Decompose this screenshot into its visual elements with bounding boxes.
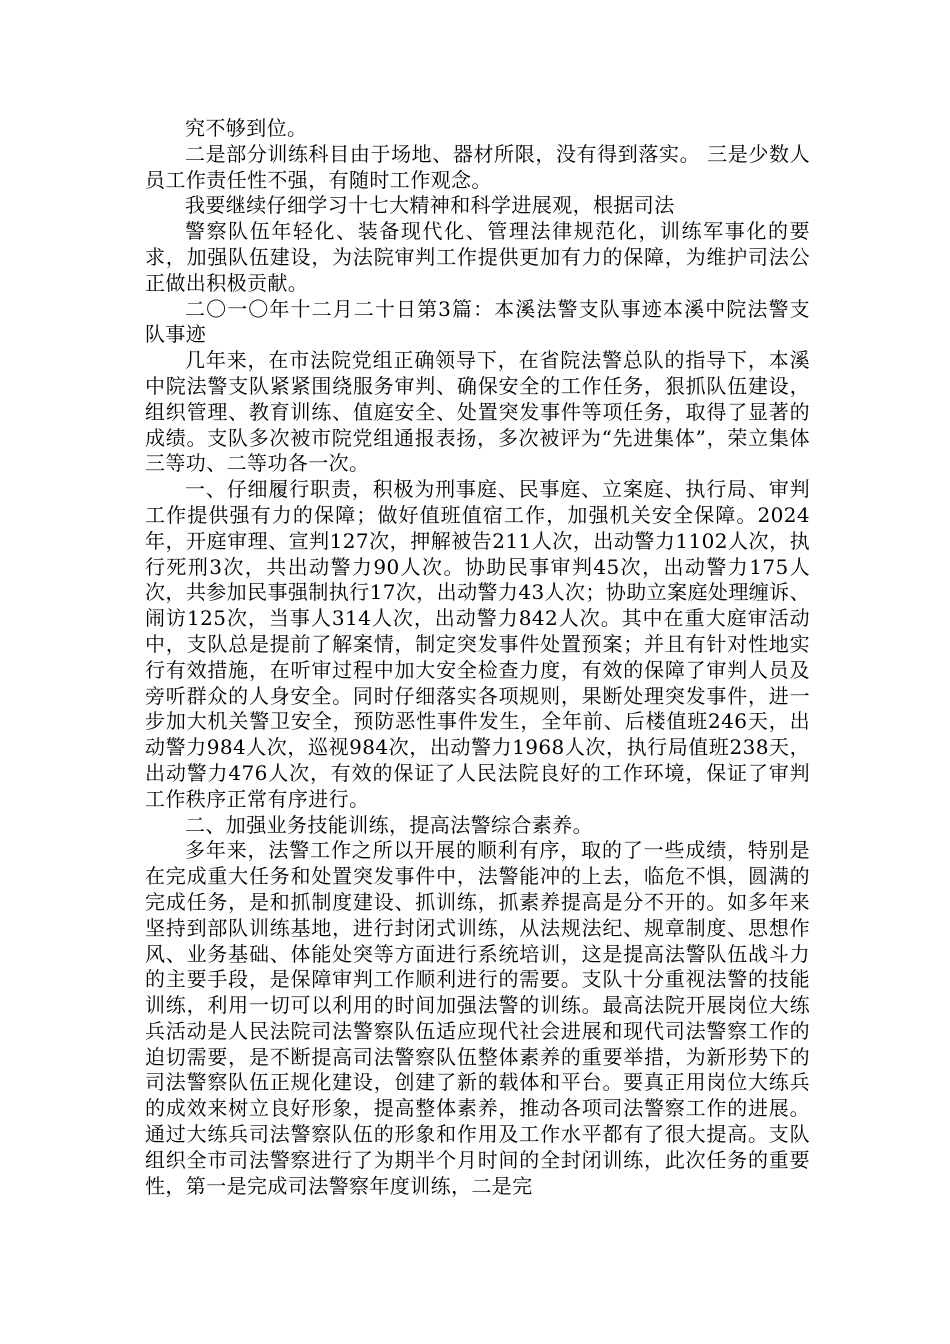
paragraph-7: 一、仔细履行职责，积极为刑事庭、民事庭、立案庭、执行局、审判工作提供强有力的保障；做好值班值宿工作，加强机关安全保障。2024年，开庭审理、宣判127次，押解被告211人次，出动警力1102人次，执行死刑3次，共出动警力90人次。协助民事审判45次，出动警力175人次，共参加民事强制执行17次，出动警力43人次；协助立案庭处理缠诉、闹访125次，当事人314人次，出动警力842人次。其中在重大庭审活动中，支队总是提前了解案情，制定突发事件处置预案；并且有针对性地实行有效措施，在听审过程中加大安全检查力度，有效的保障了审判人员及旁听群众的人身安全。同时仔细落实各项规则，果断处理突发事件，进一步加大机关警卫安全，预防恶性事件发生，全年前、后楼值班246天，出动警力984人次，巡视984次，出动警力1968人次，执行局值班238天，出动警力476人次，有效的保证了人民法院良好的工作环境，保证了审判工作秩序正常有序进行。	[145, 477, 810, 811]
paragraph-4: 警察队伍年轻化、装备现代化、管理法律规范化，训练军事化的要求，加强队伍建设，为法院审判工作提供更加有力的保障，为维护司法公正做出积极贡献。	[145, 219, 810, 295]
document-page	[145, 116, 810, 1199]
paragraph-3: 我要继续仔细学习十七大精神和科学进展观，根据司法	[185, 193, 675, 218]
paragraph-5-heading: 二〇一〇年十二月二十日第3篇：本溪法警支队事迹本溪中院法警支队事迹	[145, 296, 810, 347]
paragraph-9: 多年来，法警工作之所以开展的顺利有序，取的了一些成绩，特别是在完成重大任务和处置突发事件中，法警能冲的上去，临危不惧，圆满的完成任务，是和抓制度建设、抓训练，抓素养提高是分不开的。如多年来坚持到部队训练基地，进行封闭式训练，从法规法纪、规章制度、思想作风、业务基础、体能处突等方面进行系统培训，这是提高法警队伍战斗力的主要手段，是保障审判工作顺利进行的需要。支队十分重视法警的技能训练，利用一切可以利用的时间加强法警的训练。最高法院开展岗位大练兵活动是人民法院司法警察队伍适应现代社会进展和现代司法警察工作的迫切需要，是不断提高司法警察队伍整体素养的重要举措，为新形势下的司法警察队伍正规化建设，创建了新的载体和平台。要真正用岗位大练兵的成效来树立良好形象，提高整体素养，推动各项司法警察工作的进展。通过大练兵司法警察队伍的形象和作用及工作水平都有了很大提高。支队组织全市司法警察进行了为期半个月时间的全封闭训练，此次任务的重要性，第一是完成司法警察年度训练，二是完	[145, 838, 810, 1198]
paragraph-8-section-heading: 二、加强业务技能训练，提高法警综合素养。	[185, 812, 593, 837]
paragraph-2: 二是部分训练科目由于场地、器材所限，没有得到落实。 三是少数人员工作责任性不强，有随时工作观念。	[145, 141, 810, 192]
paragraph-6: 几年来，在市法院党组正确领导下，在省院法警总队的指导下，本溪中院法警支队紧紧围绕服务审判、确保安全的工作任务，狠抓队伍建设，组织管理、教育训练、值庭安全、处置突发事件等项任务，取得了显著的成绩。支队多次被市院党组通报表扬，多次被评为“先进集体”，荣立集体三等功、二等功各一次。	[145, 348, 810, 476]
paragraph-1: 究不够到位。	[185, 116, 308, 140]
